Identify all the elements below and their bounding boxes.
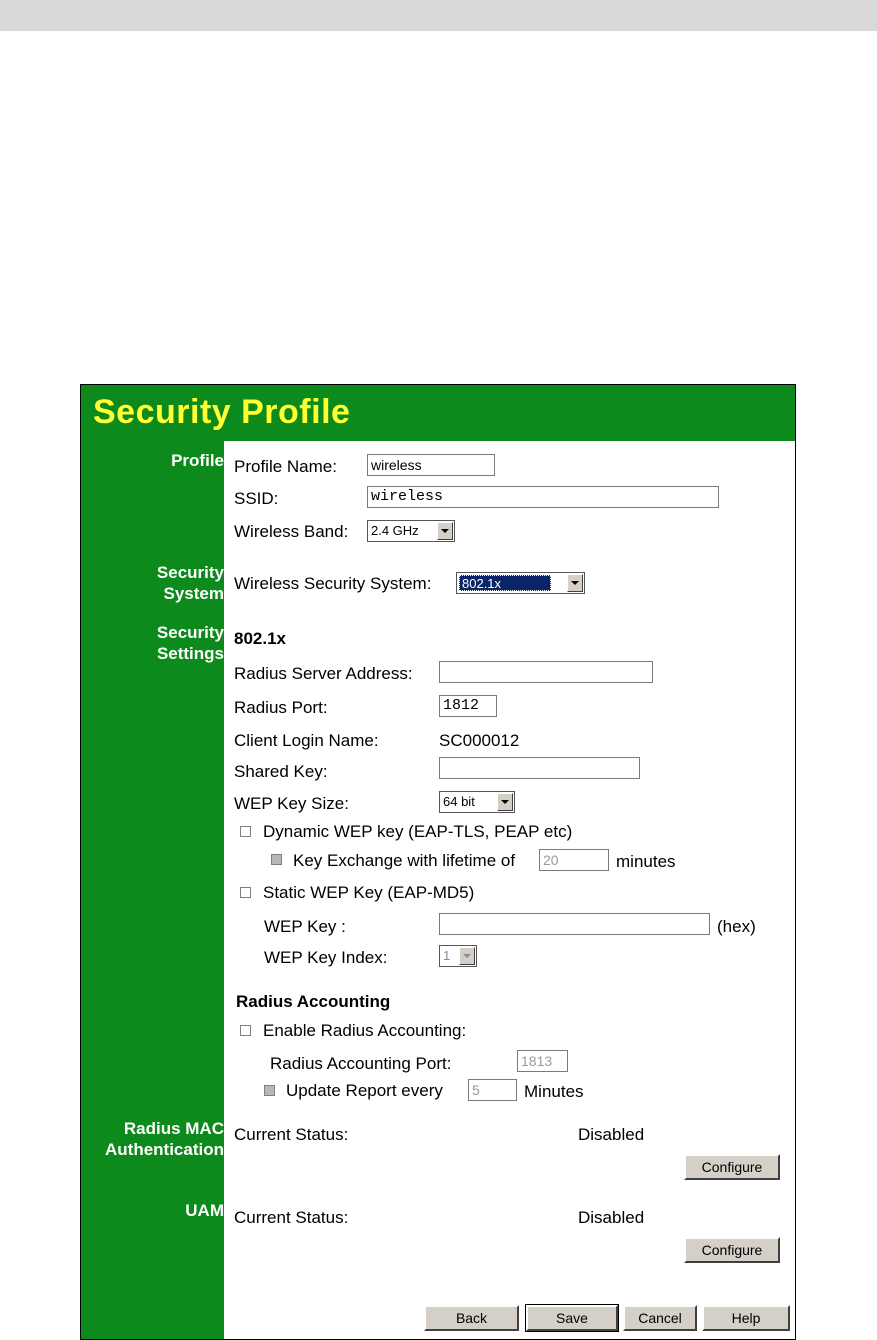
enable-radius-accounting-label: Enable Radius Accounting:	[263, 1021, 467, 1040]
client-login-value: SC000012	[439, 731, 520, 750]
sidebar-label-security-settings-line1: Security	[156, 623, 224, 642]
wep-key-input[interactable]	[439, 913, 710, 935]
security-system-label: Wireless Security System:	[234, 574, 432, 593]
sidebar-label-security-system	[84, 562, 224, 604]
update-report-unit: Minutes	[524, 1082, 584, 1101]
key-exchange-unit: minutes	[616, 852, 676, 871]
uam-status-label: Current Status:	[234, 1208, 349, 1227]
radius-accounting-port-input[interactable]: 1813	[517, 1050, 568, 1072]
profile-name-label: Profile Name:	[234, 457, 337, 476]
radius-port-input[interactable]: 1812	[439, 695, 497, 717]
radius-accounting-port-label: Radius Accounting Port:	[270, 1054, 452, 1073]
profile-name-input[interactable]: wireless	[367, 454, 495, 476]
uam-status-value: Disabled	[578, 1208, 645, 1227]
radius-port-label: Radius Port:	[234, 698, 328, 717]
dropdown-arrow-icon[interactable]	[459, 947, 475, 965]
mac-auth-status-value: Disabled	[578, 1125, 645, 1144]
wep-key-index-select[interactable]	[439, 945, 477, 967]
security-system-value: 802.1x	[459, 575, 551, 591]
ssid-label: SSID:	[234, 489, 279, 508]
sidebar-label-radius-mac-line2: Authentication	[105, 1140, 224, 1159]
wep-key-size-label: WEP Key Size:	[234, 794, 349, 813]
key-exchange-checkbox[interactable]	[271, 854, 282, 865]
sidebar-label-radius-mac-line1: Radius MAC	[123, 1119, 224, 1138]
help-button[interactable]: Help	[702, 1305, 790, 1331]
shared-key-input[interactable]	[439, 757, 640, 779]
wep-key-size-value: 64 bit	[443, 794, 475, 809]
wep-key-index-label: WEP Key Index:	[264, 948, 388, 967]
dropdown-arrow-icon[interactable]	[497, 793, 513, 811]
sidebar-label-security-settings-line2: Settings	[156, 644, 224, 663]
security-system-select[interactable]	[456, 572, 585, 594]
shared-key-label: Shared Key:	[234, 762, 328, 781]
sidebar-label-security-system-line1: Security	[156, 563, 224, 582]
wep-key-hex-unit: (hex)	[717, 917, 756, 936]
update-report-checkbox[interactable]	[264, 1085, 275, 1096]
sidebar-label-radius-mac	[84, 1118, 224, 1160]
ssid-input[interactable]: wireless	[367, 486, 719, 508]
dynamic-wep-checkbox[interactable]	[240, 826, 251, 837]
client-login-label: Client Login Name:	[234, 731, 379, 750]
update-report-interval-input[interactable]: 5	[468, 1079, 517, 1101]
sidebar-label-security-system-line2: System	[163, 584, 224, 603]
wep-key-size-select[interactable]	[439, 791, 515, 813]
wireless-band-label: Wireless Band:	[234, 522, 349, 541]
key-exchange-lifetime-input[interactable]: 20	[539, 849, 609, 871]
dropdown-arrow-icon[interactable]	[437, 522, 453, 540]
save-button[interactable]: Save	[526, 1305, 618, 1331]
update-report-label: Update Report every	[286, 1081, 443, 1100]
dropdown-arrow-icon[interactable]	[567, 574, 583, 592]
sidebar-label-profile: Profile	[171, 451, 224, 470]
mac-auth-configure-button[interactable]: Configure	[684, 1154, 780, 1180]
static-wep-checkbox[interactable]	[240, 887, 251, 898]
top-gray-bar	[0, 0, 877, 31]
radius-server-label: Radius Server Address:	[234, 664, 413, 683]
title-bar	[81, 385, 795, 441]
sidebar-label-uam: UAM	[185, 1201, 224, 1220]
sidebar-label-security-settings	[84, 622, 224, 664]
wireless-band-select[interactable]	[367, 520, 455, 542]
radius-server-input[interactable]	[439, 661, 653, 683]
mac-auth-status-label: Current Status:	[234, 1125, 349, 1144]
enable-radius-accounting-checkbox[interactable]	[240, 1025, 251, 1036]
wireless-band-value: 2.4 GHz	[371, 523, 419, 538]
uam-configure-button[interactable]: Configure	[684, 1237, 780, 1263]
back-button[interactable]: Back	[424, 1305, 519, 1331]
section-sidebar	[81, 441, 224, 1339]
settings-heading: 802.1x	[234, 629, 286, 648]
security-profile-panel	[80, 384, 796, 1340]
dynamic-wep-label: Dynamic WEP key (EAP-TLS, PEAP etc)	[263, 822, 573, 841]
wep-key-index-value: 1	[443, 948, 451, 963]
radius-accounting-heading: Radius Accounting	[236, 992, 391, 1011]
wep-key-label: WEP Key :	[264, 917, 346, 936]
page-title: Security Profile	[93, 393, 351, 431]
cancel-button[interactable]: Cancel	[623, 1305, 697, 1331]
static-wep-label: Static WEP Key (EAP-MD5)	[263, 883, 475, 902]
key-exchange-label: Key Exchange with lifetime of	[293, 851, 516, 870]
